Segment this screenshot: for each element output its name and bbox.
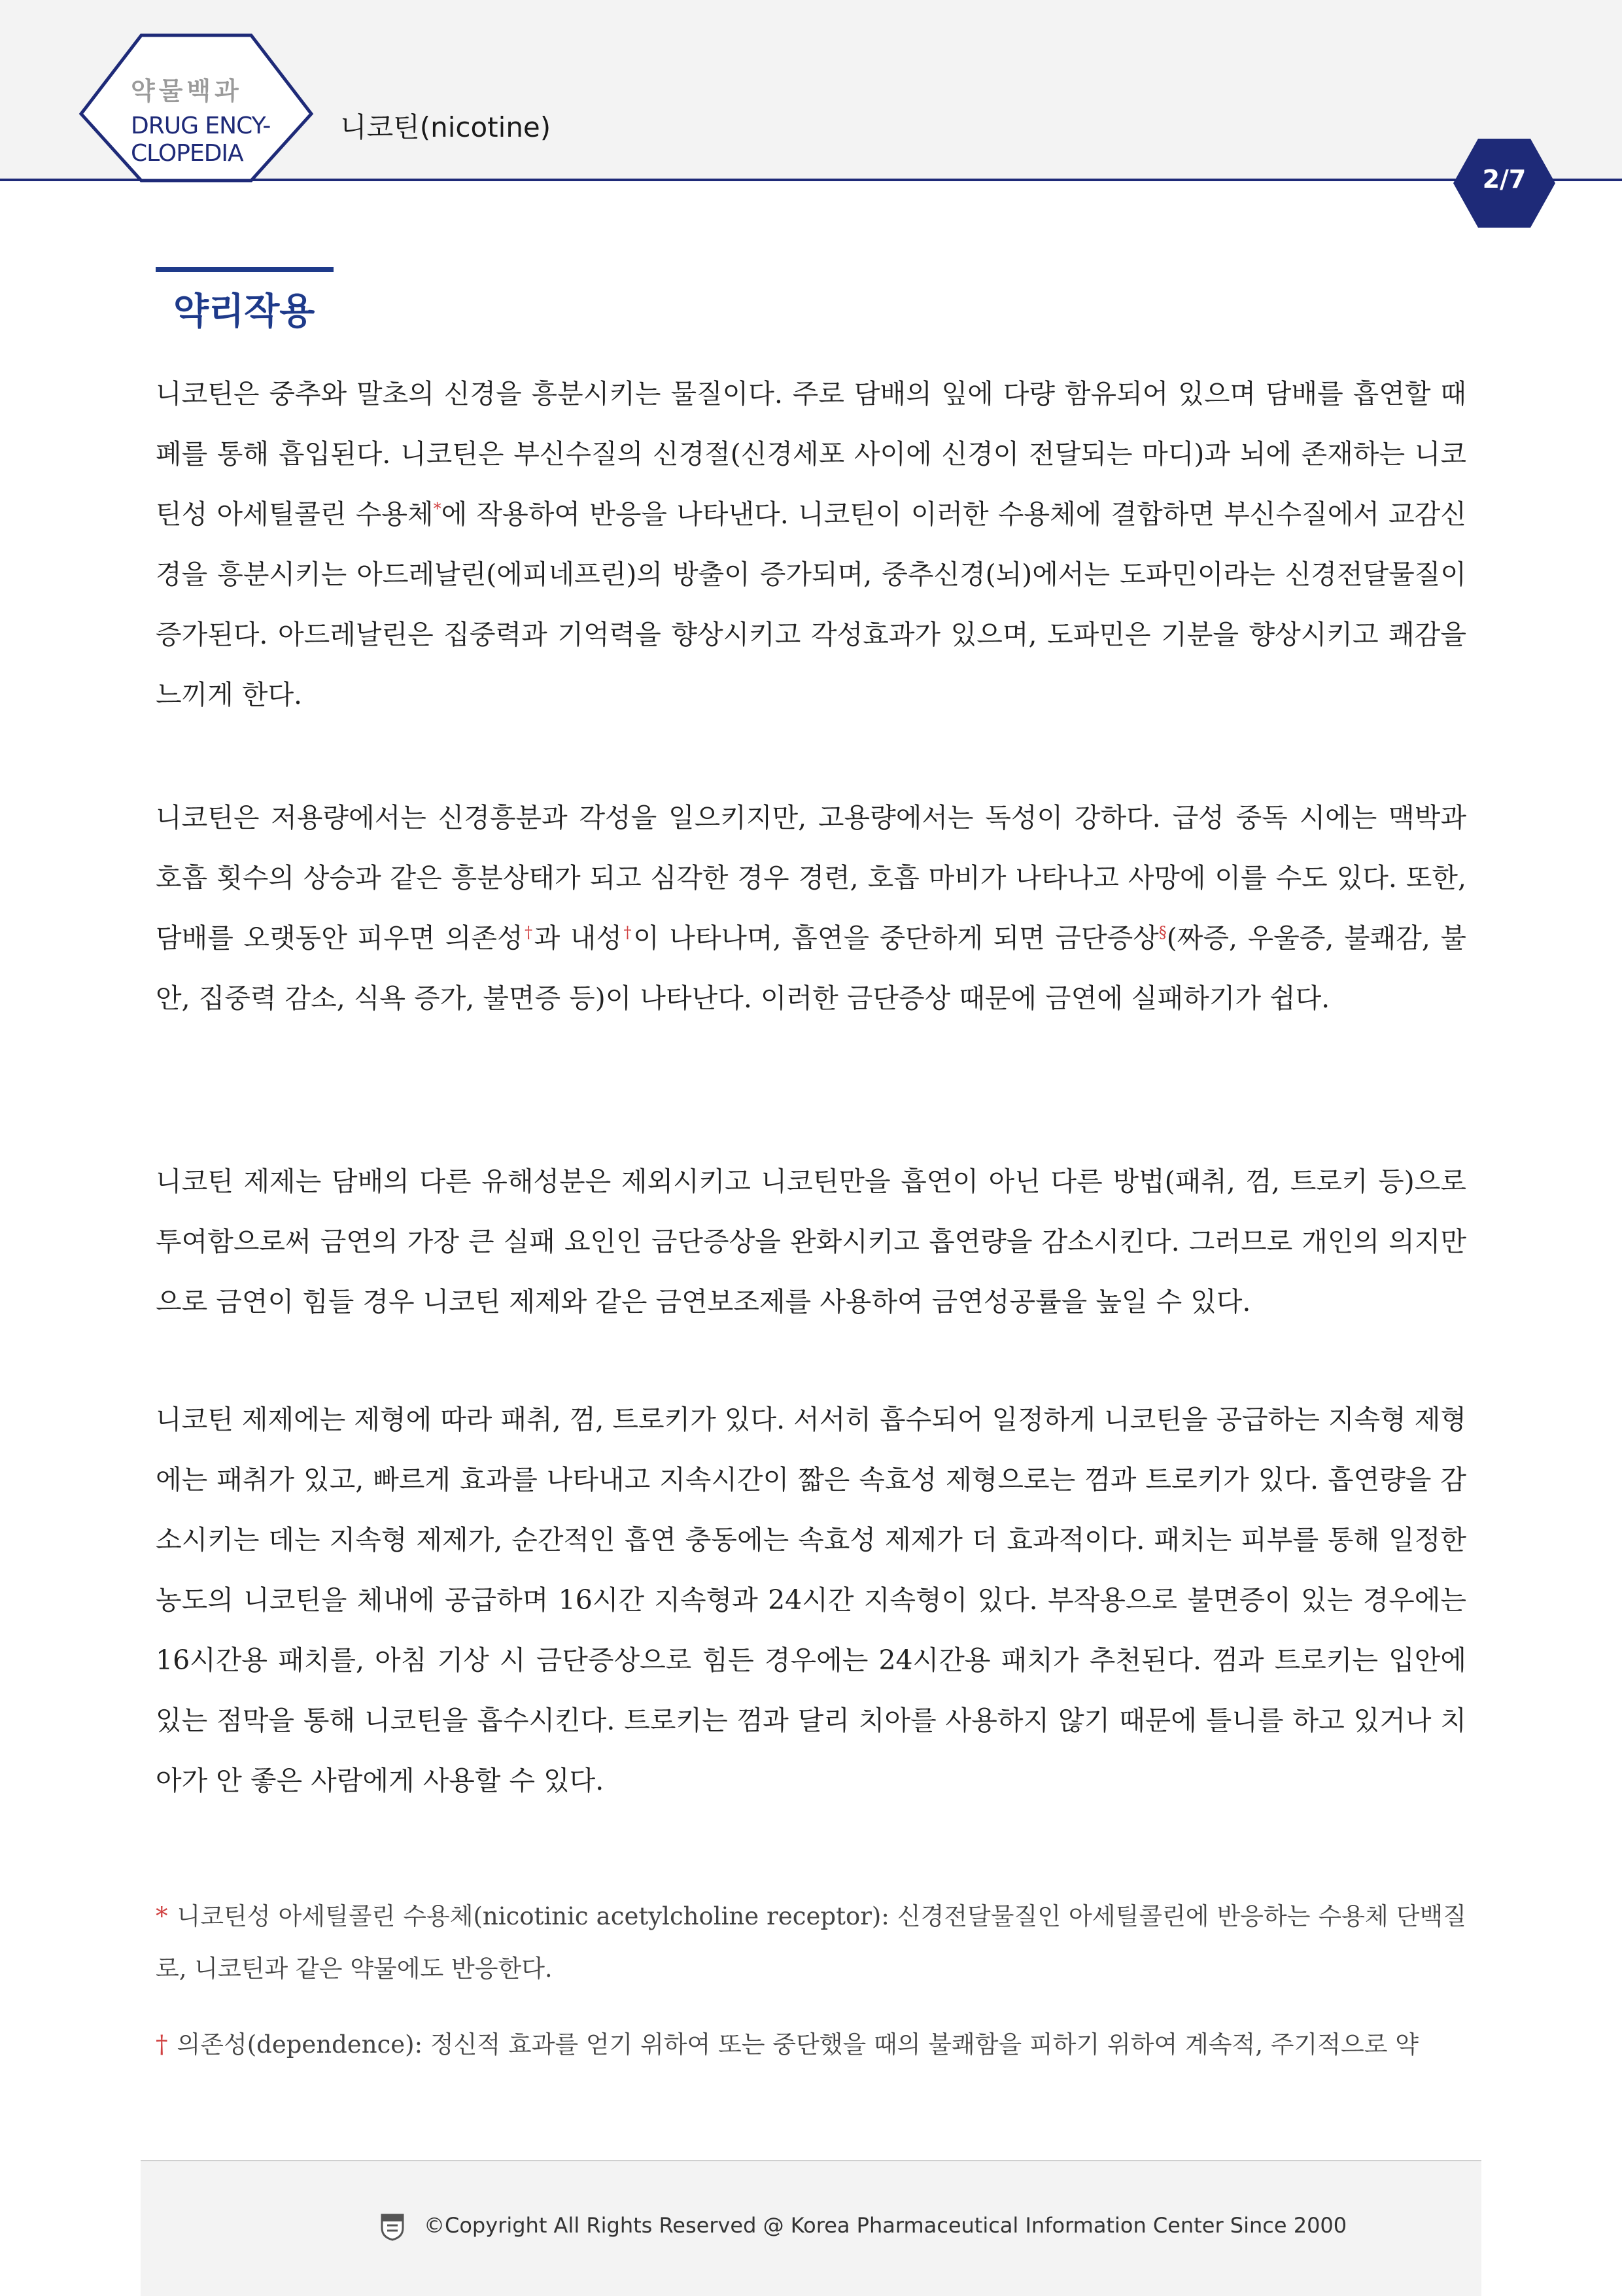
paragraph-4: 니코틴 제제에는 제형에 따라 패취, 껌, 트로키가 있다. 서서히 흡수되어 일정하게 니코틴을 공급하는 지속형 제형에는 패취가 있고, 빠르게 효과를 나타내고 지속시간이 짧은 속효성 제형으로는 껌과 트로키가 있다. 흡연량을 감소시키는 데는 지속형 제제가, 순간적인 흡연 충동에는 속효성 제제가 더 효과적이다. 패치는 피부를 통해 일정한 농도의 니코틴을 체내에 공급하며 16시간 지속형과 24시간 지속형이 있다. 부작용으로 불면증이 있는 경우에는 16시간용 패치를, 아침 기상 시 금단증상으로 힘든 경우에는 24시간용 패치가 추천된다. 껌과 트로키는 입안에 있는 점막을 통해 니코틴을 흡수시킨다. 트로키는 껌과 달리 치아를 사용하지 않기 때문에 틀니를 하고 있거나 치아가 안 좋은 사람에게 사용할 수 있다. <box>156 1404 1466 1796</box>
footer-copyright: ©Copyright All Rights Reserved @ Korea Pharmaceutical Information Center Since 2000 <box>424 2213 1347 2238</box>
paragraph-3: 니코틴 제제는 담배의 다른 유해성분은 제외시키고 니코틴만을 흡연이 아닌 다른 방법(패취, 껌, 트로키 등)으로 투여함으로써 금연의 가장 큰 실패 요인인 금단증상을 완화시키고 흡연량을 감소시킨다. 그러므로 개인의 의지만으로 금연이 힘들 경우 니코틴 제제와 같은 금연보조제를 사용하여 금연성공률을 높일 수 있다. <box>156 1166 1466 1317</box>
section-title: 약리작용 <box>173 290 315 333</box>
footnote-2-text: 의존성(dependence): 정신적 효과를 얻기 위하여 또는 중단했을 때의 불쾌함을 피하기 위하여 계속적, 주기적으로 약 <box>177 2030 1419 2059</box>
section-accent-bar <box>156 267 334 272</box>
footnote-ref-asterisk[interactable]: * <box>433 499 441 518</box>
footnote-ref-section[interactable]: § <box>1158 923 1167 942</box>
paragraph-2-part-c: 이 나타나며, 흡연을 중단하게 되면 금단증상 <box>633 922 1159 954</box>
footnote-ref-dagger-1[interactable]: † <box>523 923 534 942</box>
paragraph-1-part-b: 에 작용하여 반응을 나타낸다. 니코틴이 이러한 수용체에 결합하면 부신수질에서 교감신경을 흥분시키는 아드레날린(에피네프린)의 방출이 증가되며, 중추신경(뇌)에서는 도파민이라는 신경전달물질이 증가된다. 아드레날린은 집중력과 기억력을 향상시키고 각성효과가 있으며, 도파민은 기분을 향상시키고 쾌감을 느끼게 한다. <box>156 498 1467 710</box>
paragraph-1-part-a: 니코틴은 중추와 말초의 신경을 흥분시키는 물질이다. 주로 담배의 잎에 다량 함유되어 있으며 담배를 흡연할 때 폐를 통해 흡입된다. 니코틴은 부신수질의 신경절(신경세포 사이에 신경이 전달되는 마디)과 뇌에 존재하는 니코틴성 아세틸콜린 수용체 <box>156 378 1466 530</box>
footnote-1 <box>156 1890 1466 1995</box>
logo-english <box>131 113 270 167</box>
footnote-1-text: 니코틴성 아세틸콜린 수용체(nicotinic acetylcholine receptor): 신경전달물질인 아세틸콜린에 반응하는 수용체 단백질로, 니코틴과 같은 약물에도 반응한다. <box>156 1902 1466 1983</box>
logo-english-line1: DRUG ENCY- <box>131 113 271 139</box>
paragraph-2-part-a: 니코틴은 저용량에서는 신경흥분과 각성을 일으키지만, 고용량에서는 독성이 강하다. 급성 중독 시에는 맥박과 호흡 횟수의 상승과 같은 흥분상태가 되고 심각한 경우 경련, 호흡 마비가 나타나고 사망에 이를 수도 있다. 또한, 담배를 오랫동안 피우면 의존성 <box>156 802 1466 954</box>
footnote-ref-dagger-2[interactable]: † <box>622 923 634 942</box>
logo-english-line2: CLOPEDIA <box>131 140 243 167</box>
footnote-2-mark: † <box>156 2030 168 2059</box>
footnote-2 <box>156 2019 1466 2071</box>
logo-korean: 약물백과 <box>131 77 243 105</box>
page-number: 2/7 <box>1482 165 1527 194</box>
paragraph-2-part-d: (짜증, 우울증, 불쾌감, 불안, 집중력 감소, 식욕 증가, 불면증 등)이 나타난다. 이러한 금단증상 때문에 금연에 실패하기가 쉽다. <box>156 922 1467 1014</box>
paragraph-2-part-b: 과 내성 <box>534 922 622 954</box>
paragraph-1 <box>156 364 1466 725</box>
footnote-1-mark: * <box>156 1902 168 1930</box>
paragraph-2 <box>156 788 1466 1028</box>
kpic-shield-icon <box>379 2212 406 2241</box>
document-title: 니코틴(nicotine) <box>340 111 551 143</box>
